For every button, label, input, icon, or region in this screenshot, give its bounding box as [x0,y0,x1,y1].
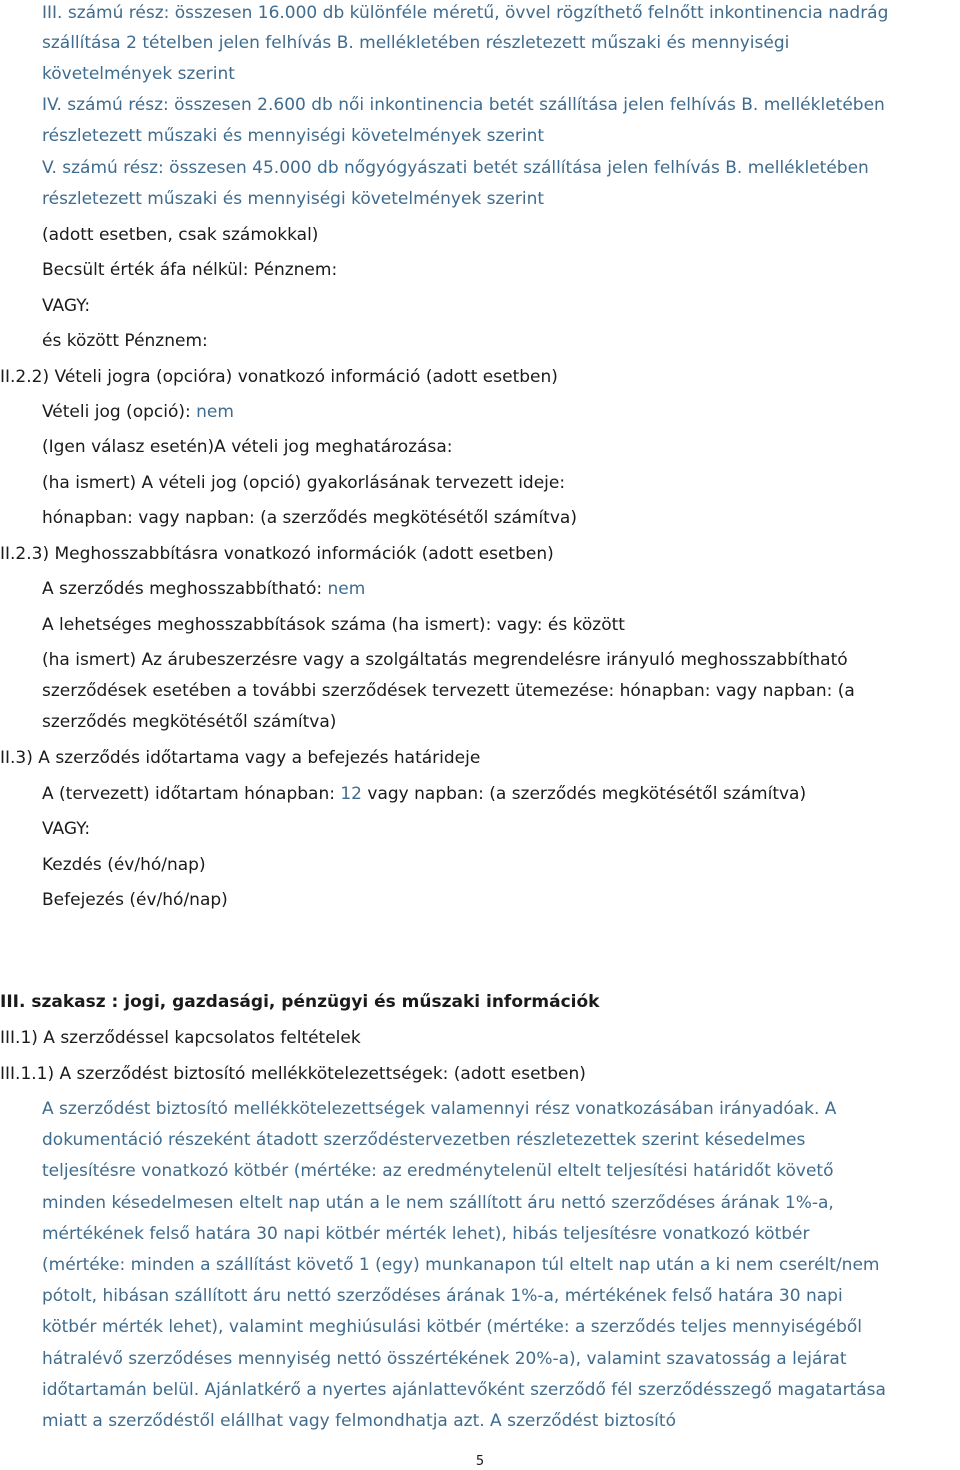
option-heading: II.2.2) Vételi jogra (opcióra) vonatkozó információ (adott esetben) [0,367,558,387]
body-line: A szerződést biztosító mellékkötelezettségek valamennyi rész vonatkozásában irányadóak. A [42,1099,837,1119]
page-number: 5 [475,1454,485,1469]
subsection-heading: III.1.1) A szerződést biztosító mellékkötelezettségek: (adott esetben) [0,1064,586,1084]
body-line: (mértéke: minden a szállítást követő 1 (egy) munkanapon túl eltelt nap után a ki nem cserélt/nem [42,1255,880,1276]
duration-start: Kezdés (év/hó/nap) [42,855,206,875]
subsection-heading: III.1) A szerződéssel kapcsolatos feltételek [0,1028,361,1048]
lot-text-line: V. számú rész: összesen 45.000 db nőgyógyászati betét szállítása jelen felhívás B. mellékletében [42,158,869,178]
extension-count: A lehetséges meghosszabbítások száma (ha ismert): vagy: és között [42,615,625,635]
estimated-value-label: Becsült érték áfa nélkül: Pénznem: [42,260,338,280]
extension-heading: II.2.3) Meghosszabbításra vonatkozó információk (adott esetben) [0,544,554,564]
option-label: Vételi jog (opció): [42,402,197,422]
only-numbers-note: (adott esetben, csak számokkal) [42,225,319,245]
range-label: és között Pénznem: [42,331,208,351]
or-label: VAGY: [42,296,91,316]
lot-text-line: részletezett műszaki és mennyiségi követelmények szerint [42,189,545,209]
body-line: mértékének felső határa 30 napi kötbér mérték lehet), hibás teljesítésre vonatkozó kötbér [42,1223,810,1244]
security-body [42,1094,886,1437]
lot-text-line: követelmények szerint [42,64,235,84]
extension-value: nem [327,579,366,599]
option-definition: (Igen válasz esetén)A vételi jog meghatározása: [42,437,453,457]
extension-schedule-line: szerződés megkötésétől számítva) [42,712,337,732]
duration-heading: II.3) A szerződés időtartama vagy a befejezés határideje [0,748,481,768]
lot-text-line: IV. számú rész: összesen 2.600 db női inkontinencia betét szállítása jelen felhívás B. mellékletében [42,95,885,115]
body-line: minden késedelmesen eltelt nap után a le nem szállított áru nettó szerződéses árának 1%-a, [42,1192,834,1213]
extension-label: A szerződés meghosszabbítható: [42,579,328,599]
duration-suffix: vagy napban: (a szerződés megkötésétől számítva) [362,784,807,804]
body-line: pótolt, hibásan szállított áru nettó szerződéses árának 1%-a, mértékének felső határa 30 napi [42,1286,843,1307]
option-timing: hónapban: vagy napban: (a szerződés megkötésétől számítva) [42,508,577,528]
body-line: időtartamán belül. Ajánlatkérő a nyertes ajánlattevőként szerződő fél szerződésszegő magatartása [42,1379,886,1400]
section-title: III. szakasz : jogi, gazdasági, pénzügyi és műszaki információk [0,992,600,1012]
duration-prefix: A (tervezett) időtartam hónapban: [42,784,341,804]
lot-text-line: szállítása 2 tételben jelen felhívás B. mellékletében részletezett műszaki és mennyiségi [42,33,790,53]
body-line: teljesítésre vonatkozó kötbér (mértéke: az eredménytelenül eltelt teljesítési határidőt követő [42,1161,834,1182]
body-line: kötbér mérték lehet), valamint meghiúsulási kötbér (mértéke: a szerződés teljes mennyiségéből [42,1317,862,1338]
extension-row [42,578,365,600]
option-value: nem [196,402,234,422]
duration-or: VAGY: [42,819,91,839]
duration-months: 12 [340,784,362,804]
option-row [42,401,234,423]
body-line: dokumentáció részeként átadott szerződéstervezetben részletezettek szerint késedelmes [42,1130,806,1151]
extension-schedule-line: szerződések esetében a további szerződések tervezett ütemezése: hónapban: vagy napban: (a [42,681,855,701]
lot-text-line: részletezett műszaki és mennyiségi követelmények szerint [42,126,545,146]
duration-end: Befejezés (év/hó/nap) [42,890,228,910]
option-planned: (ha ismert) A vételi jog (opció) gyakorlásának tervezett ideje: [42,473,566,493]
body-line: hátralévő szerződéses mennyiség nettó összértékének 20%-a), valamint szavatosság a lejárat [42,1348,847,1369]
duration-row [42,783,806,805]
extension-schedule-line: (ha ismert) Az árubeszerzésre vagy a szolgáltatás megrendelésre irányuló meghosszabbítható [42,650,848,670]
body-line: miatt a szerződéstől elállhat vagy felmondhatja azt. A szerződést biztosító [42,1411,676,1432]
lot-text-line: III. számú rész: összesen 16.000 db különféle méretű, övvel rögzíthető felnőtt inkontinencia nadrág [42,3,889,23]
